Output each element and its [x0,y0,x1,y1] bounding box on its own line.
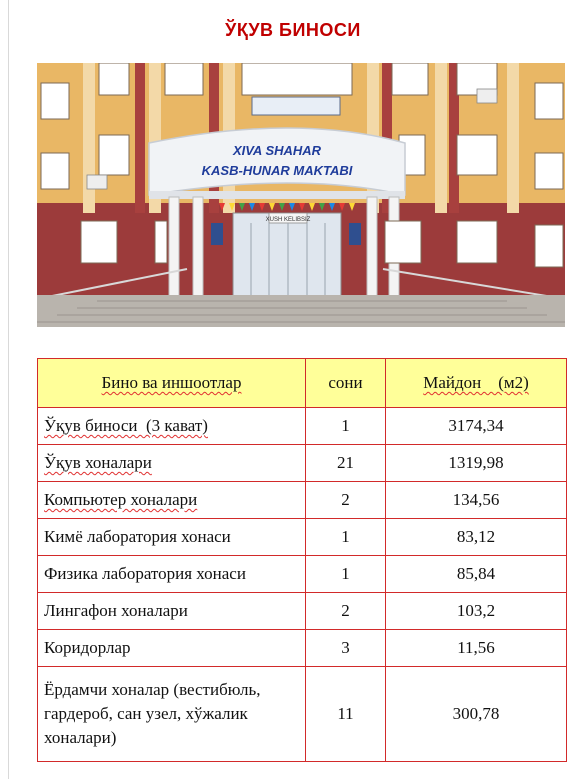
row-area: 83,12 [386,519,567,556]
page-title: ЎҚУВ БИНОСИ [225,20,361,40]
row-count: 2 [306,593,386,630]
table-row [38,519,567,556]
row-area: 103,2 [386,593,567,630]
row-area: 300,78 [386,667,567,762]
row-count: 2 [306,482,386,519]
header-area [386,359,567,408]
row-area: 134,56 [386,482,567,519]
row-count: 1 [306,519,386,556]
table-row [38,593,567,630]
row-count: 21 [306,445,386,482]
header-buildings-text: Бино ва иншоотлар [101,373,242,392]
facilities-table [37,358,567,762]
row-name: Лингафон хоналари [38,593,306,630]
header-buildings [38,359,306,408]
row-area: 3174,34 [386,408,567,445]
row-name-text: Ўқув хоналари [44,453,152,472]
table-row [38,482,567,519]
sign-line-2: KASB-HUNAR MAKTABI [201,163,353,178]
table-row [38,408,567,445]
row-count: 1 [306,408,386,445]
table-row [38,556,567,593]
row-name [38,408,306,445]
table-row [38,667,567,762]
table-row [38,445,567,482]
row-name: Физика лаборатория хонаси [38,556,306,593]
row-count: 1 [306,556,386,593]
row-area: 1319,98 [386,445,567,482]
sign-line-1: XIVA SHAHAR [232,143,322,158]
door-sign: XUSH KELIBSIZ [265,217,311,223]
table-row [38,630,567,667]
row-name [38,482,306,519]
row-area: 11,56 [386,630,567,667]
header-count: сони [306,359,386,408]
page-margin-rule [0,0,9,779]
table-header-row [38,359,567,408]
row-area: 85,84 [386,556,567,593]
row-count: 11 [306,667,386,762]
row-name [38,445,306,482]
row-name-text: Ўқув биноси (3 кават) [44,416,208,435]
row-name: Ёрдамчи хоналар (вестибюль, гардероб, сан узел, хўжалик хоналари) [38,667,306,762]
row-name-text: Компьютер хоналари [44,490,198,509]
header-area-text: Майдон (м2) [423,373,529,392]
building-photo [37,63,565,327]
row-count: 3 [306,630,386,667]
row-name: Кимё лаборатория хонаси [38,519,306,556]
row-name: Коридорлар [38,630,306,667]
